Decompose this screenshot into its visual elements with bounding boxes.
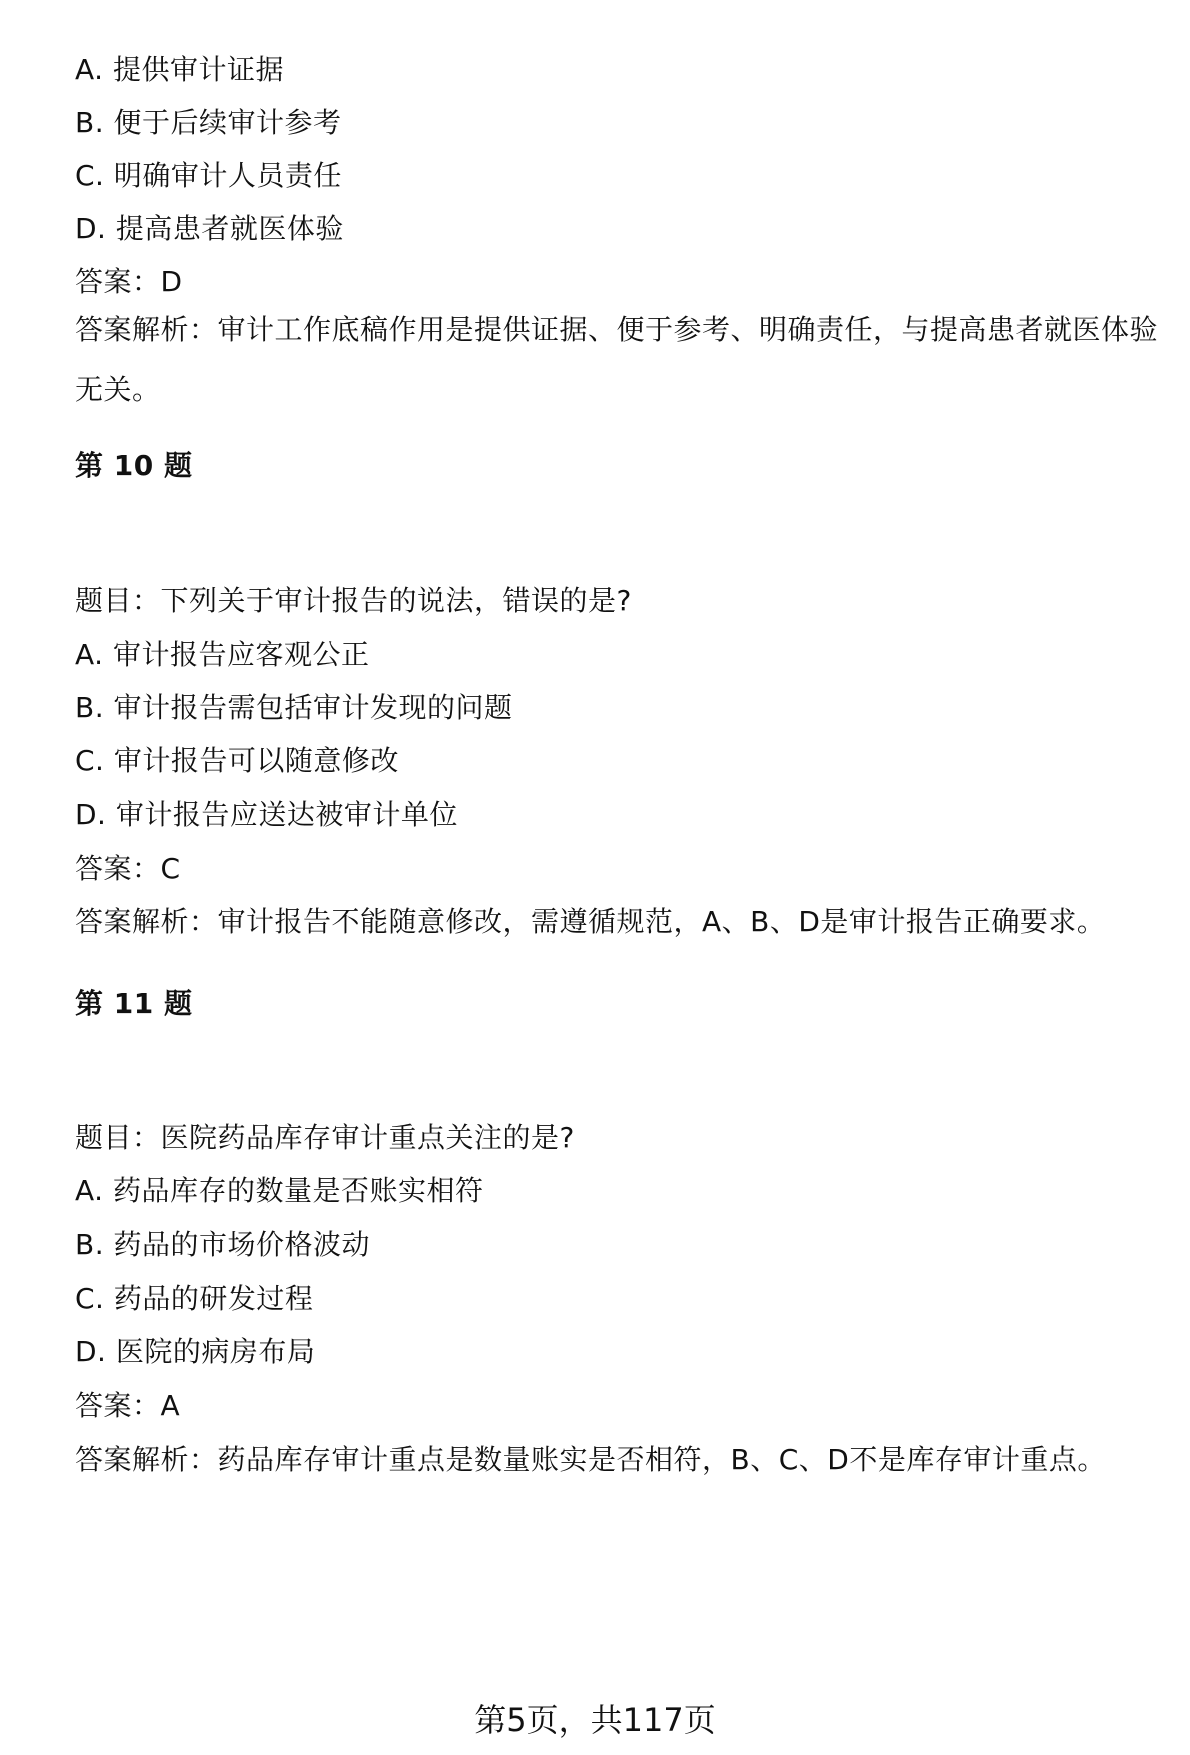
- page-number: 第5页，共117页: [474, 1701, 716, 1739]
- answer-explanation: 答案解析：药品库存审计重点是数量账实是否相符，B、C、D不是库存审计重点。: [75, 1443, 1106, 1476]
- question-text: 题目：医院药品库存审计重点关注的是?: [75, 1121, 575, 1154]
- answer: 答案：C: [75, 852, 181, 885]
- option-b: B. 药品的市场价格波动: [75, 1228, 371, 1261]
- option-a: A. 审计报告应客观公正: [75, 638, 370, 671]
- answer-explanation: 答案解析：审计工作底稿作用是提供证据、便于参考、明确责任，与提高患者就医体验无关。: [75, 313, 1159, 406]
- option-a: A. 药品库存的数量是否账实相符: [75, 1174, 484, 1207]
- option-a: A. 提供审计证据: [75, 53, 284, 86]
- answer: 答案：D: [75, 265, 183, 298]
- question-text: 题目：下列关于审计报告的说法，错误的是?: [75, 584, 632, 617]
- option-d: D. 审计报告应送达被审计单位: [75, 798, 458, 831]
- option-c: C. 药品的研发过程: [75, 1282, 314, 1315]
- option-c: C. 明确审计人员责任: [75, 159, 342, 192]
- question-heading: 第 10 题: [75, 449, 193, 482]
- option-d: D. 医院的病房布局: [75, 1335, 316, 1368]
- answer: 答案：A: [75, 1389, 181, 1422]
- answer-explanation: 答案解析：审计报告不能随意修改，需遵循规范，A、B、D是审计报告正确要求。: [75, 905, 1106, 938]
- option-d: D. 提高患者就医体验: [75, 212, 344, 245]
- option-b: B. 审计报告需包括审计发现的问题: [75, 691, 513, 724]
- option-c: C. 审计报告可以随意修改: [75, 744, 399, 777]
- option-b: B. 便于后续审计参考: [75, 106, 342, 139]
- question-heading: 第 11 题: [75, 987, 193, 1020]
